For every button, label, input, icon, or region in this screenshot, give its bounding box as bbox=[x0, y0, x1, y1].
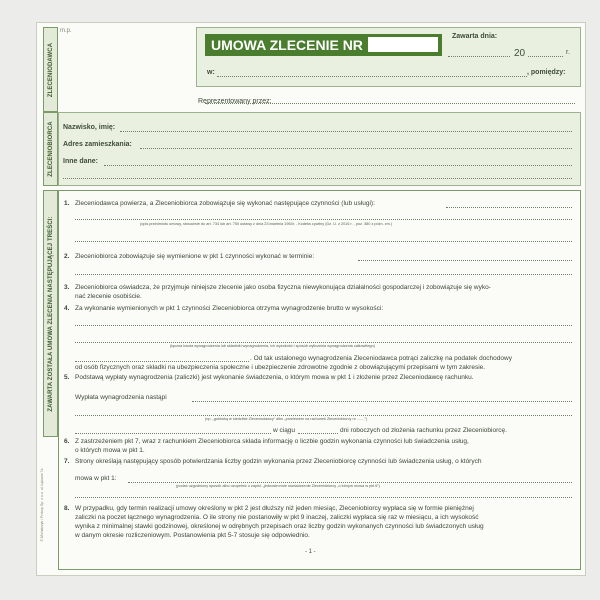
item5-text-b: Wypłata wynagrodzenia nastąpi bbox=[75, 394, 167, 401]
item2-text: Zleceniobiorca zobowiązuje się wymienione w pkt 1 czynności wykonać w terminie: bbox=[75, 253, 315, 260]
tresc-side-tab bbox=[43, 190, 58, 437]
item7-number: 7. bbox=[64, 458, 70, 465]
item5-days-field[interactable] bbox=[298, 433, 338, 434]
date-year-field[interactable] bbox=[528, 56, 563, 57]
page-number: - 1 - bbox=[305, 549, 316, 555]
item4-hint: (łączna kwota wynagrodzenia lub składniki wynagrodzenia, ich wysokość i sposób wyliczenia wynagrodzenia całkowitego) bbox=[170, 344, 375, 348]
place-field[interactable] bbox=[217, 76, 527, 77]
item5-hint: (np. „gotówką w siedzibie Zleceniodawcy” albo „przelewem na rachunek Zleceniobiorcy nr .......”) bbox=[205, 417, 367, 421]
item1-hint: (opis przedmiotu umowy, stosownie do art. 734 lub art. 750 ustawy z dnia 23 kwietnia 1964r. - Kodeks cywilny (Dz. U. z 2016 r. , poz. 380 z późn. zm.) bbox=[140, 222, 393, 226]
zleceniobiorca-side-label: ZLECENIOBIORCA bbox=[47, 121, 54, 177]
reprezentowany-label bbox=[198, 98, 272, 105]
item7-text-a: Strony określają następujący sposób potwierdzania liczby godzin wykonania przez Zleceniobiorcę czynności lub świadczenia usług, o których bbox=[75, 458, 482, 465]
item8-number: 8. bbox=[64, 505, 70, 512]
item4-text-c: od osób fizycznych oraz składki na ubezpieczenia społeczne i ubezpieczenie zdrowotne zgodnie z obowiązującymi przepisami w tym zakresie. bbox=[75, 364, 486, 371]
zleceniodawca-side-label: ZLECENIODAWCA bbox=[47, 42, 54, 97]
item4-text-b: . Od tak ustalonego wynagrodzenia Zleceniodawca potrąci zaliczkę na podatek dochodowy bbox=[250, 355, 512, 362]
adres-label: Adres zamieszkania: bbox=[63, 141, 132, 148]
item5-field-a[interactable] bbox=[192, 401, 572, 402]
zleceniodawca-side-tab bbox=[43, 27, 58, 112]
inne-dane-field[interactable] bbox=[104, 165, 572, 166]
publisher-side-note bbox=[37, 440, 47, 570]
item5-text-c-post: dni roboczych od złożenia rachunku przez Zleceniobiorcę. bbox=[340, 427, 507, 434]
adres-field[interactable] bbox=[140, 148, 572, 149]
year-suffix: r. bbox=[566, 49, 570, 56]
nazwisko-label: Nazwisko, imię: bbox=[63, 124, 116, 131]
inne-dane-field-2[interactable] bbox=[63, 178, 572, 179]
item1-number: 1. bbox=[64, 200, 70, 207]
inne-dane-label: Inne dane: bbox=[63, 158, 99, 165]
contract-number-field[interactable] bbox=[368, 37, 438, 52]
item2-field-b[interactable] bbox=[75, 274, 572, 275]
item4-field-c[interactable] bbox=[75, 361, 249, 362]
nazwisko-field[interactable] bbox=[120, 131, 572, 132]
item5-field-b[interactable] bbox=[75, 415, 572, 416]
zawarta-label: Zawarta dnia: bbox=[452, 33, 498, 40]
reprezentowany-label-text: Reprezentowany przez: bbox=[198, 98, 272, 105]
item5-text: Podstawą wypłaty wynagrodzenia (zaliczki) jest wykonanie świadczenia, o którym mowa w pkt 1 i złożenie przez Zleceniodawcę rachunku. bbox=[75, 374, 474, 381]
item3-text-a: Zleceniobiorca oświadcza, że przyjmuje niniejsze zlecenie jako osoba fizyczna niewykonująca działalności gospodarczej i zobowiązuje się wyko- bbox=[75, 284, 491, 291]
item1-field-a[interactable] bbox=[446, 207, 572, 208]
contract-title: UMOWA ZLECENIE NR bbox=[205, 34, 442, 56]
item8-text-a: W przypadku, gdy termin realizacji umowy określony w pkt 2 jest dłuższy niż jeden miesiąc, Zleceniobiorcy wypłaca się w formie pieniężnej bbox=[75, 505, 474, 512]
item4-field-a[interactable] bbox=[75, 325, 572, 326]
item8-text-d: w danym okresie rozliczeniowym. Postanowienia pkt 5-7 stosuje się odpowiednio. bbox=[75, 532, 310, 539]
item3-text-b: nać zlecenie osobiście. bbox=[75, 293, 142, 300]
item4-number: 4. bbox=[64, 305, 70, 312]
year-prefix: 20 bbox=[514, 48, 526, 59]
item7-field-b[interactable] bbox=[75, 497, 572, 498]
item6-text-a: Z zastrzeżeniem pkt 7, wraz z rachunkiem Zleceniobiorca składa informację o liczbie godzin wykonania czynności lub świadczenia usług, bbox=[75, 438, 469, 445]
zleceniobiorca-green-box bbox=[58, 112, 581, 186]
item1-field-b[interactable] bbox=[75, 219, 572, 220]
publisher-side-text: © Michalczyk i Prokop Sp. z o.o. ul. Łąkowa 7a bbox=[40, 468, 44, 542]
item6-text-b: o których mowa w pkt 1. bbox=[75, 447, 145, 454]
item1-field-c[interactable] bbox=[75, 241, 572, 242]
item7-text-b: mowa w pkt 1: bbox=[75, 475, 117, 482]
item3-number: 3. bbox=[64, 284, 70, 291]
item1-text: Zleceniodawca powierza, a Zleceniobiorca zobowiązuje się wykonać następujące czynności (lub usługi): bbox=[75, 200, 375, 207]
item6-number: 6. bbox=[64, 438, 70, 445]
mp-label: m.p. bbox=[60, 28, 72, 34]
pomiedzy-label: , pomiędzy: bbox=[527, 69, 566, 76]
zleceniobiorca-side-tab bbox=[43, 112, 58, 186]
item4-field-b[interactable] bbox=[75, 342, 572, 343]
w-label: w: bbox=[207, 69, 215, 76]
item5-field-c[interactable] bbox=[75, 433, 271, 434]
item2-field-a[interactable] bbox=[358, 260, 572, 261]
date-day-field[interactable] bbox=[448, 56, 510, 57]
item8-text-b: zaliczki na poczet łącznego wynagrodzenia. O ile strony nie postanowiły w pkt 9 inaczej, zaliczki wypłaca się raz w miesiącu, a ich wysokość bbox=[75, 514, 479, 521]
item5-text-c-pre: w ciągu bbox=[273, 427, 296, 434]
item7-hint: (podać uzgodniony sposób albo uzupełnić o zapisi: „jednostronnie oświadczenie Zleceniobiorcy „o którym mowa w pkt 6”) bbox=[176, 484, 380, 488]
item5-number: 5. bbox=[64, 374, 70, 381]
item7-field-a[interactable] bbox=[128, 482, 572, 483]
tresc-side-label: ZAWARTA ZOSTAŁA UMOWA ZLECENIA NASTĘPUJĄCEJ TREŚCI: bbox=[47, 215, 54, 412]
item4-text: Za wykonanie wymienionych w pkt 1 czynności Zleceniobiorca otrzyma wynagrodzenie brutto w wysokości: bbox=[75, 305, 384, 312]
item8-text-c: wynika z minimalnej stawki godzinowej, określonej w odrębnych przepisach oraz liczby godzin wykonanych czynności lub świadczonych usług bbox=[75, 523, 484, 530]
item2-number: 2. bbox=[64, 253, 70, 260]
